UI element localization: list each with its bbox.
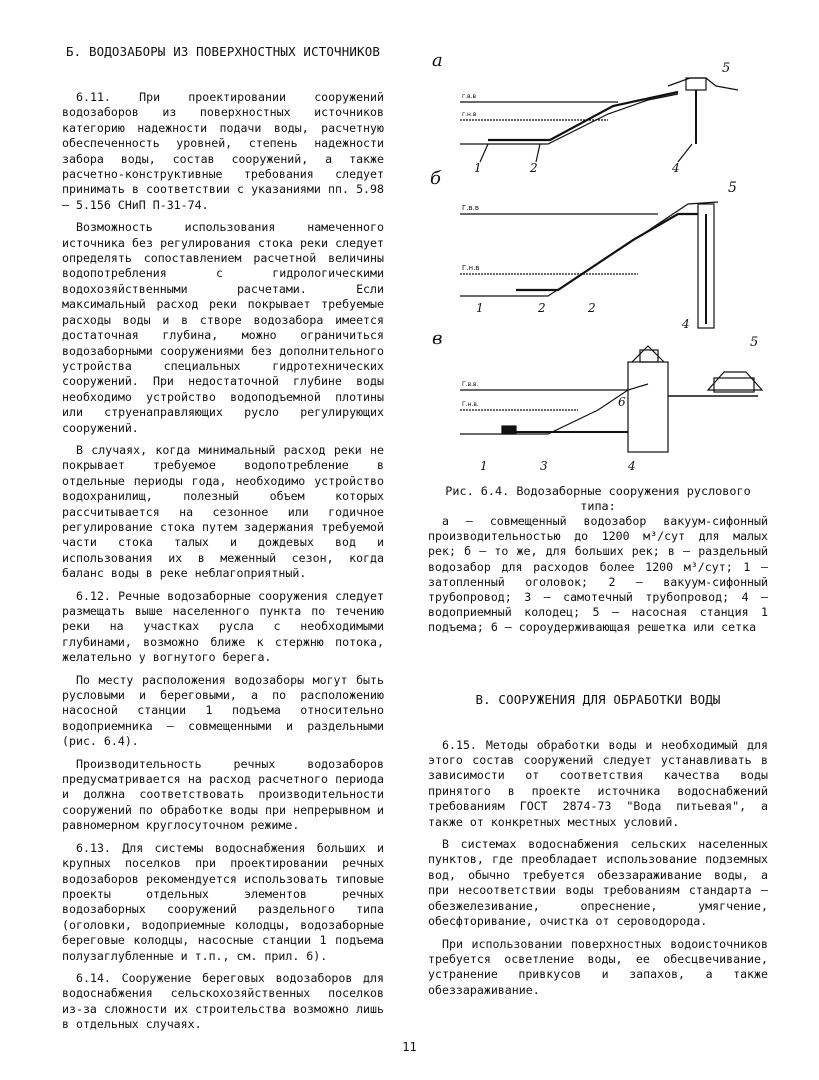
svg-text:2: 2	[530, 161, 538, 175]
svg-text:Г.в.в.: Г.в.в.	[462, 381, 479, 388]
intake-diagram	[428, 44, 768, 484]
paragraph: Возможность использования намеченного источника без регулирования стока реки следует определять сопоставлением расчетной величины водопотребления с гидрологическими водохозяйственными расчетами. Если максимальный расход реки покрывает требуемые расходы воды и в створе водозабора имеется достаточная глубина, можно ограничиться водозаборными сооружениями без дополнительного устройства специальных гидротехнических сооружений. При недостаточной глубине воды необходимо устройство водоподъемной плотины или струенаправляющих русло регулирующих сооружений.	[62, 220, 384, 435]
paragraph: По месту расположения водозаборы могут быть русловыми и береговыми, а по расположению насосной станции 1 подъема относительно водоприемника – совмещенными и раздельными (рис. 6.4).	[62, 672, 384, 749]
svg-text:4: 4	[682, 317, 690, 331]
svg-text:5: 5	[722, 61, 731, 76]
paragraph: При использовании поверхностных водоисточников требуется осветление воды, ее обесцвечивание, устранение привкусов и запахов, а также обеззараживание.	[428, 936, 768, 997]
gvv-mark: г.в.в	[462, 93, 477, 100]
paragraph: В случаях, когда минимальный расход реки не покрывает требуемое водопотребление в отдельные периоды года, необходимо устройство водохранилищ, полезный объем которых рассчитывается на сезонное или годичное регулирование стока путем задержания требуемой части стока талых и дождевых вод и использования их в меженный сезон, когда баланс воды в реке неблагоприятный.	[62, 442, 384, 581]
intake-head-v	[502, 426, 516, 434]
svg-text:Г.н.в: Г.н.в	[462, 264, 480, 272]
svg-text:5: 5	[728, 180, 737, 196]
paragraph: В системах водоснабжения сельских населенных пунктов, где преобладает использование подземных вод, обычно требуется обеззараживание воды, а при несоответствии воды требованиям стандарта – обезжелезивание, опреснение, умягчение, обесфторивание, очистка от сероводорода.	[428, 837, 768, 929]
riverbed-v	[460, 384, 648, 434]
svg-text:Г.в.в: Г.в.в	[462, 204, 479, 212]
label-b: б	[430, 168, 441, 189]
section-heading-b: Б. ВОДОЗАБОРЫ ИЗ ПОВЕРХНОСТНЫХ ИСТОЧНИКОВ	[65, 44, 381, 59]
siphon-pipe	[488, 92, 678, 140]
siphon-pipe-b	[516, 214, 698, 290]
svg-text:5: 5	[750, 335, 759, 350]
pump-station	[686, 78, 706, 90]
svg-text:6: 6	[618, 395, 626, 409]
svg-text:1: 1	[474, 161, 482, 175]
paragraph: 6.15. Методы обработки воды и необходимый для этого состав сооружений следует устанавливать в зависимости от соответствия качества воды принятого в проекте источника водоснабжений требованиям ГОСТ 2874-73 "Вода питьевая", а также от конкретных местных условий.	[428, 737, 768, 829]
right-column	[428, 44, 768, 1005]
paragraph: 6.12. Речные водозаборные сооружения следует размещать выше населенного пункта по течению реки на участках русла с необходимыми глубинами, возможно ближе к стержню потока, желательно у вогнутого берега.	[62, 588, 384, 665]
figure-caption-title: Рис. 6.4. Водозаборные сооружения руслового типа:	[445, 484, 751, 513]
section-heading-v: В. СООРУЖЕНИЯ ДЛЯ ОБРАБОТКИ ВОДЫ	[475, 691, 721, 707]
gnv-mark: г.н.в	[462, 111, 477, 118]
figure-6-4	[428, 44, 768, 484]
paragraph: 6.11. При проектировании сооружений водозаборов из поверхностных источников категорию надежности подачи воды, расчетную обеспеченность уровней, степень надежности забора воды, состав сооружений, а также расчетно-конструктивные требования следует принимать в соответствии с указаниями пп. 5.98 – 5.156 СНиП П-31-74.	[62, 90, 384, 212]
left-column	[62, 44, 384, 1040]
intake-well-v	[628, 362, 668, 452]
svg-text:Г.н.в.: Г.н.в.	[462, 401, 479, 408]
riverbed-b	[460, 202, 718, 296]
svg-text:2: 2	[538, 301, 546, 315]
label-v: в	[432, 328, 443, 349]
label-a: а	[432, 50, 443, 71]
svg-text:4: 4	[672, 161, 680, 175]
svg-text:3: 3	[540, 459, 548, 473]
svg-text:2: 2	[588, 301, 596, 315]
paragraph: 6.14. Сооружение береговых водозаборов для водоснабжения сельскохозяйственных поселков из-за сложности их строительства возможно лишь в отдельных случаях.	[62, 970, 384, 1032]
paragraph: Производительность речных водозаборов предусматривается на расход расчетного периода и должна соответствовать производительности сооружений по обработке воды при непрерывном и равномерном круглосуточном режиме.	[62, 756, 384, 833]
svg-text:1: 1	[476, 301, 484, 315]
well-cap	[632, 346, 664, 362]
paragraph: 6.13. Для системы водоснабжения больших и крупных поселков при проектировании речных водозаборов рекомендуется использовать типовые проекты отдельных элементов речных водозаборных сооружений раздельного типа (оголовки, водоприемные колодцы, водозаборные береговые колодцы, насосные станции 1 подъема полузаглубленные и т.п., см. прил. 6).	[62, 840, 384, 963]
pump-house	[668, 78, 738, 90]
figure-caption-body: а – совмещенный водозабор вакуум-сифонный производительностью до 1200 м³/сут для малых рек; б – то же, для больших рек; в – раздельный водозабор для расходов более 1200 м³/сут; 1 – затопленный оголовок; 2 – вакуум-сифонный трубопровод; 3 – самотечный трубопровод; 4 – водоприемный колодец; 5 – насосная станция 1 подъема; 6 – сороудерживающая решетка или сетка	[428, 514, 768, 635]
page-number: 11	[402, 1040, 417, 1054]
svg-text:4: 4	[628, 459, 636, 473]
svg-text:1: 1	[480, 459, 488, 473]
